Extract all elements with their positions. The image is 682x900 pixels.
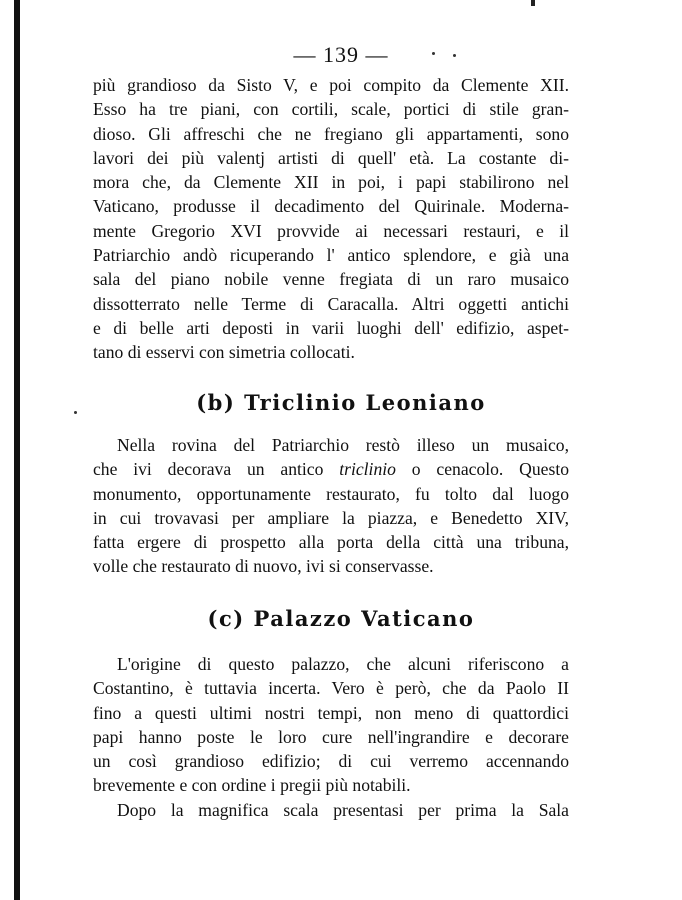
section-c-paragraph <box>93 652 569 822</box>
text-line: sala del piano nobile venne fregiata di un raro musaico <box>93 269 569 290</box>
section-b-paragraph <box>93 433 569 579</box>
italic-term: triclinio <box>339 459 396 480</box>
text-line: in cui trovavasi per ampliare la piazza, e Benedetto XIV, <box>93 507 569 528</box>
text-line: volle che restaurato di nuovo, ivi si conservasse. <box>93 556 434 577</box>
top-edge-mark <box>0 0 682 8</box>
text-line: dissotterrato nelle Terme di Caracalla. Altri oggetti antichi <box>93 293 569 314</box>
text-line: un così grandioso edifizio; di cui verremo accennando <box>93 751 569 772</box>
page-binding-edge <box>14 0 20 900</box>
text-line: fino a questi ultimi nostri tempi, non meno di quattordici <box>93 702 569 723</box>
text-line: Dopo la magnifica scala presentasi per prima la Sala <box>117 799 569 820</box>
text-segment: che ivi decorava un antico <box>93 459 324 480</box>
text-line: Patriarchio andò ricuperando l' antico splendore, e già una <box>93 245 569 266</box>
section-c-heading: (c) Palazzo Vaticano <box>207 606 475 631</box>
paragraph-1 <box>93 73 569 365</box>
page-number: — 139 — <box>293 42 389 67</box>
text-line: più grandioso da Sisto V, e poi compito da Clemente XII. <box>93 75 569 95</box>
text-line: Esso ha tre piani, con cortili, scale, portici di stile gran- <box>93 99 569 120</box>
text-line: Costantino, è tuttavia incerta. Vero è però, che da Paolo II <box>93 678 569 699</box>
text-line: L'origine di questo palazzo, che alcuni riferiscono a <box>117 654 569 674</box>
text-line <box>93 457 569 481</box>
text-line: papi hanno poste le loro cure nell'ingrandire e decorare <box>93 726 569 747</box>
text-line: dioso. Gli affreschi che ne fregiano gli appartamenti, sono <box>93 123 569 144</box>
text-line: e di belle arti deposti in varii luoghi dell' edifizio, aspet- <box>93 317 569 338</box>
text-line: tano di esservi con simetria collocati. <box>93 342 355 363</box>
text-line: mente Gregorio XVI provvide ai necessari restauri, e il <box>93 220 569 241</box>
text-line: Nella rovina del Patriarchio restò illeso un musaico, <box>117 435 569 455</box>
text-line: brevemente e con ordine i pregii più notabili. <box>93 775 411 796</box>
text-segment: o cenacolo. Questo <box>411 459 569 480</box>
text-line: mora che, da Clemente XII in poi, i papi stabilirono nel <box>93 172 569 193</box>
text-line: fatta ergere di prospetto alla porta della città una tribuna, <box>93 532 569 553</box>
text-line: monumento, opportunamente restaurato, fu tolto dal luogo <box>93 483 569 504</box>
text-line: Vaticano, produsse il decadimento del Quirinale. Moderna- <box>93 196 569 217</box>
text-line: lavori dei più valentj artisti di quell' età. La costante di- <box>93 147 569 168</box>
section-b-heading: (b) Triclinio Leoniano <box>196 390 486 415</box>
